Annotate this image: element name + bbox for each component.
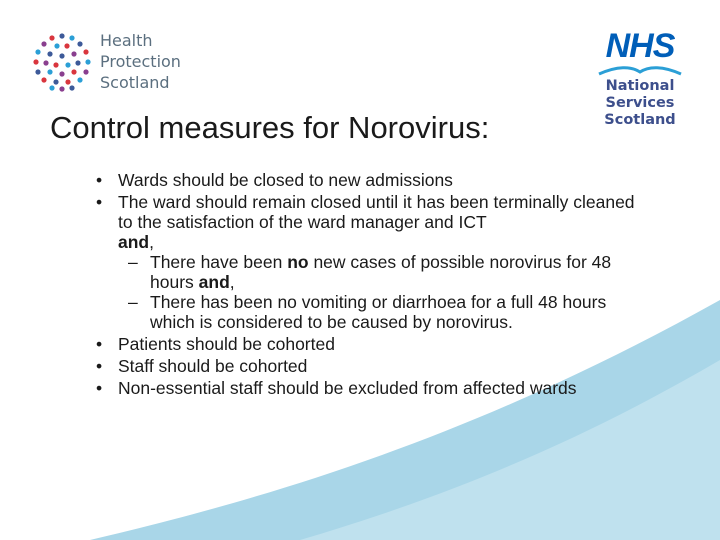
list-item — [90, 378, 650, 398]
bullet-text: Staff should be cohorted — [118, 356, 308, 376]
slide-title: Control measures for Norovirus: — [50, 110, 490, 145]
hps-line: Scotland — [100, 73, 170, 92]
sub-text-bold: and — [198, 272, 230, 292]
list-item — [90, 170, 650, 190]
sub-list-item — [128, 252, 650, 292]
nhs-logo — [592, 28, 688, 133]
sub-text-pre: There have been — [150, 252, 288, 272]
sub-bullet-list — [118, 252, 650, 332]
bullet-text: Wards should be closed to new admissions — [118, 170, 453, 190]
nhs-line: National — [605, 78, 675, 94]
nhs-wordmark: NHS — [605, 27, 675, 65]
sub-text-post: , — [229, 272, 235, 292]
bullet-text: The ward should remain closed until it has been terminally cleaned to the satisfaction of the ward manager and ICT — [118, 192, 635, 232]
and-line — [118, 232, 650, 252]
bullet-text: Patients should be cohorted — [118, 334, 335, 354]
list-item — [90, 356, 650, 376]
slide-content — [90, 170, 650, 400]
hps-logo — [32, 30, 202, 100]
nhs-line: Services — [605, 95, 675, 111]
hps-wordmark — [100, 30, 181, 93]
hps-dots-icon — [32, 32, 92, 92]
list-item — [90, 192, 650, 332]
hps-line: Health — [100, 31, 153, 50]
sub-text-bold: no — [287, 252, 309, 272]
bullet-list — [90, 170, 650, 398]
nhs-line: Scotland — [604, 112, 676, 128]
hps-line: Protection — [100, 52, 181, 71]
and-keyword: and — [118, 232, 150, 252]
sub-text: There has been no vomiting or diarrhoea for a full 48 hours which is considered to be caused by norovirus. — [150, 292, 607, 332]
and-comma: , — [149, 232, 154, 252]
sub-list-item — [128, 292, 650, 332]
bullet-text: Non-essential staff should be excluded from affected wards — [118, 378, 577, 398]
list-item — [90, 334, 650, 354]
sub-text-post: new cases of possible norovirus for 48 hours — [150, 252, 612, 292]
saltire-wave-icon — [597, 64, 683, 78]
